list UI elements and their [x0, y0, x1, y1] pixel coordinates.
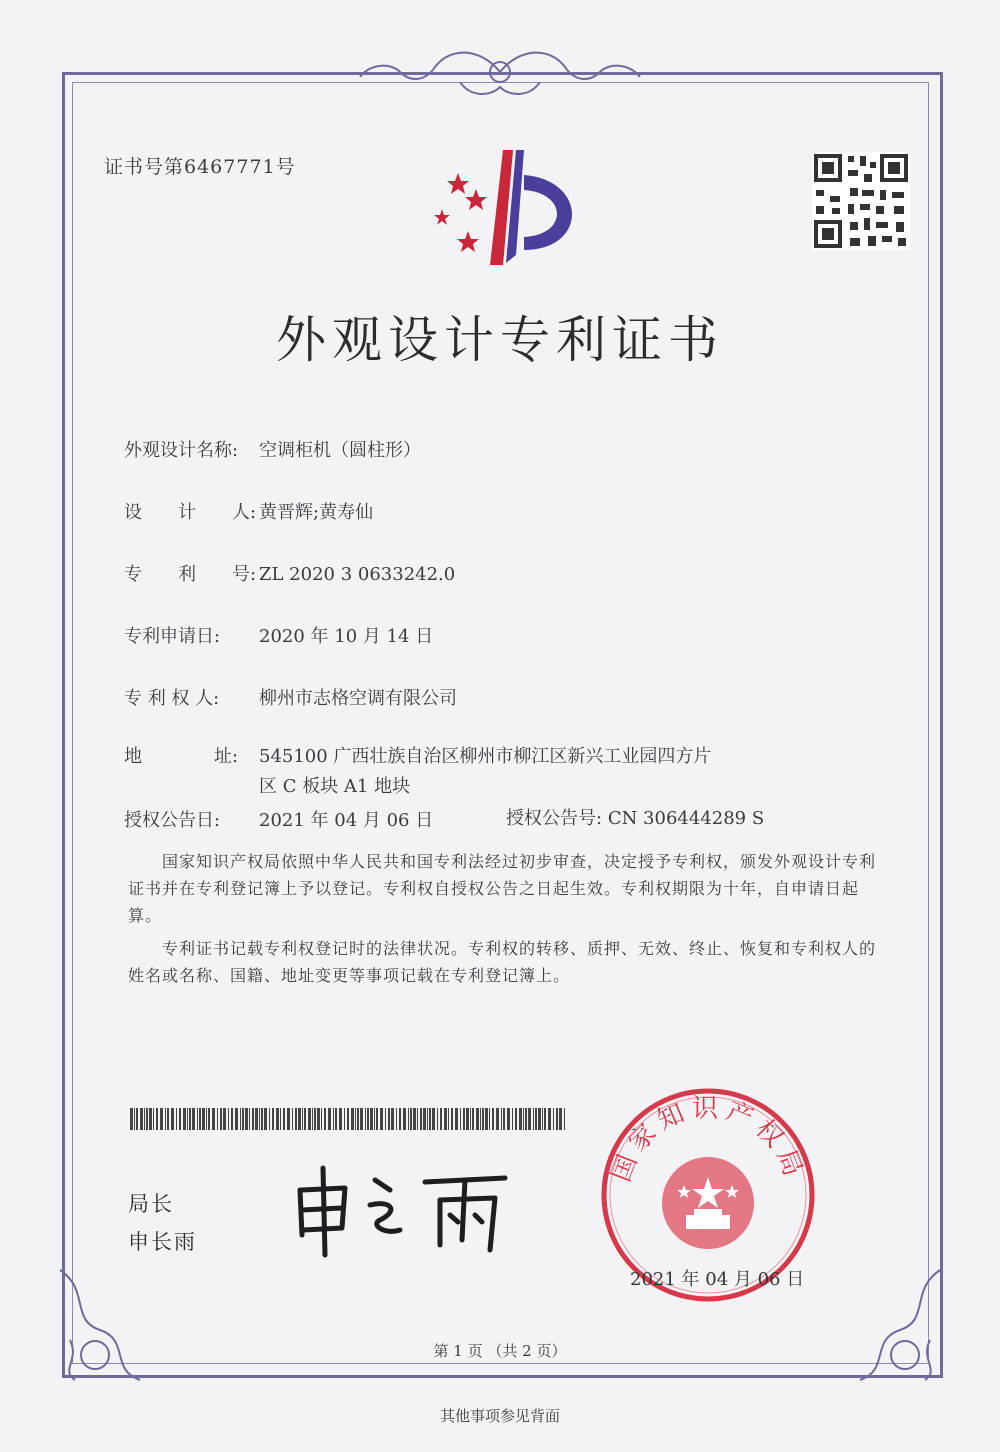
barcode-bar: [206, 1108, 207, 1130]
barcode-bar: [365, 1108, 366, 1130]
grant-date-row: [124, 806, 433, 832]
qr-code: [812, 152, 910, 250]
barcode-bar: [512, 1108, 513, 1130]
barcode-bar: [130, 1108, 133, 1130]
corner-ornament-right: [850, 1260, 960, 1390]
barcode-bar: [417, 1108, 418, 1130]
barcode-bar: [388, 1108, 390, 1130]
barcode-bar: [440, 1108, 442, 1130]
barcode-bar: [503, 1108, 505, 1130]
barcode-bar: [485, 1108, 488, 1130]
grant-date-value: 2021 年 04 月 06 日: [259, 810, 434, 831]
barcode-bar: [519, 1108, 522, 1130]
barcode-bar: [448, 1108, 449, 1130]
barcode-bar: [208, 1108, 210, 1130]
statement-paragraph-2: 专利证书记载专利权登记时的法律状况。专利权的转移、质押、无效、终止、恢复和专利权人的姓名或名称、国籍、地址变更等事项记载在专利登记簿上。: [128, 939, 877, 985]
barcode-bar: [507, 1108, 510, 1130]
director-title: 局长: [128, 1192, 174, 1216]
barcode-bar: [374, 1108, 375, 1130]
barcode-bar: [501, 1108, 502, 1130]
barcode-bar: [240, 1108, 241, 1130]
handwritten-signature: [290, 1160, 520, 1260]
barcode-bar: [437, 1108, 438, 1130]
barcode-bar: [489, 1108, 490, 1130]
patentee-value: 柳州市志格空调有限公司: [259, 688, 457, 709]
barcode-bar: [538, 1108, 541, 1130]
barcode-bar: [525, 1108, 527, 1130]
barcode: [130, 1108, 570, 1130]
barcode-bar: [333, 1108, 334, 1130]
barcode-bar: [261, 1108, 263, 1130]
barcode-bar: [420, 1108, 422, 1130]
barcode-bar: [212, 1108, 215, 1130]
barcode-bar: [429, 1108, 431, 1130]
barcode-bar: [252, 1108, 254, 1130]
address-line-2: 区 C 板块 A1 地块: [259, 776, 411, 797]
barcode-bar: [312, 1108, 313, 1130]
barcode-bar: [292, 1108, 293, 1130]
filing-date-row: [124, 622, 433, 648]
filing-date-label: 专利申请日:: [124, 626, 221, 647]
barcode-bar: [187, 1108, 188, 1130]
barcode-bar: [367, 1108, 369, 1130]
barcode-bar: [344, 1108, 345, 1130]
patent-number-label: 专 利 号:: [124, 564, 257, 585]
grant-number-row: [506, 804, 764, 830]
barcode-bar: [156, 1108, 158, 1130]
barcode-bar: [542, 1108, 543, 1130]
barcode-bar: [553, 1108, 554, 1130]
design-name-value: 空调柜机（圆柱形）: [259, 440, 421, 461]
barcode-bar: [192, 1108, 195, 1130]
barcode-bar: [276, 1108, 279, 1130]
barcode-bar: [380, 1108, 383, 1130]
statement-paragraph-1: 国家知识产权局依照中华人民共和国专利法经过初步审查，决定授予专利权，颁发外观设计专利证书并在专利登记簿上予以登记。专利权自授权公告之日起生效。专利权期限为十年，自申请日起算。: [128, 852, 877, 925]
barcode-bar: [269, 1108, 270, 1130]
director-name: 申长雨: [128, 1230, 197, 1254]
barcode-bar: [444, 1108, 447, 1130]
barcode-bar: [149, 1108, 152, 1130]
barcode-bar: [197, 1108, 198, 1130]
design-name-label: 外观设计名称:: [124, 440, 239, 461]
barcode-bar: [249, 1108, 250, 1130]
barcode-bar: [183, 1108, 186, 1130]
barcode-bar: [376, 1108, 378, 1130]
barcode-bar: [496, 1108, 499, 1130]
barcode-bar: [403, 1108, 406, 1130]
barcode-bar: [480, 1108, 481, 1130]
barcode-bar: [463, 1108, 465, 1130]
designer-row: [124, 498, 373, 524]
barcode-bar: [287, 1108, 290, 1130]
barcode-bar: [466, 1108, 469, 1130]
barcode-bar: [355, 1108, 356, 1130]
grant-date-label: 授权公告日:: [124, 810, 221, 831]
barcode-bar: [347, 1108, 349, 1130]
designer-label: 设 计 人:: [124, 502, 257, 523]
barcode-bar: [455, 1108, 458, 1130]
barcode-bar: [559, 1108, 562, 1130]
barcode-bar: [235, 1108, 238, 1130]
barcode-bar: [528, 1108, 531, 1130]
barcode-bar: [360, 1108, 363, 1130]
barcode-bar: [264, 1108, 267, 1130]
barcode-bar: [476, 1108, 479, 1130]
barcode-bar: [515, 1108, 517, 1130]
barcode-bar: [423, 1108, 426, 1130]
grant-number-value: CN 306444289 S: [607, 808, 765, 829]
barcode-bar: [391, 1108, 394, 1130]
seal-text: 国家知识产权局: [606, 1094, 810, 1186]
patentee-label: 专 利 权 人:: [124, 688, 220, 709]
barcode-bar: [548, 1108, 551, 1130]
barcode-bar: [324, 1108, 326, 1130]
barcode-bar: [140, 1108, 143, 1130]
barcode-bar: [413, 1108, 416, 1130]
page-number: 第 1 页 （共 2 页）: [433, 1342, 567, 1360]
barcode-bar: [220, 1108, 222, 1130]
barcode-bar: [544, 1108, 546, 1130]
barcode-bar: [339, 1108, 342, 1130]
barcode-bar: [223, 1108, 226, 1130]
barcode-bar: [167, 1108, 169, 1130]
barcode-bar: [153, 1108, 154, 1130]
barcode-bar: [370, 1108, 373, 1130]
barcode-bar: [523, 1108, 524, 1130]
barcode-bar: [144, 1108, 145, 1130]
patent-number-row: [124, 560, 455, 586]
barcode-bar: [202, 1108, 205, 1130]
barcode-bar: [165, 1108, 166, 1130]
barcode-bar: [408, 1108, 409, 1130]
barcode-bar: [242, 1108, 244, 1130]
barcode-bar: [482, 1108, 484, 1130]
barcode-bar: [228, 1108, 229, 1130]
seal-date: 2021 年 04 月 06 日: [630, 1269, 805, 1290]
barcode-bar: [432, 1108, 435, 1130]
barcode-bar: [146, 1108, 148, 1130]
patent-number-value: ZL 2020 3 0633242.0: [259, 564, 456, 585]
certificate-number: 证书号第6467771号: [104, 156, 296, 178]
barcode-bar: [535, 1108, 537, 1130]
barcode-bar: [492, 1108, 494, 1130]
barcode-bar: [351, 1108, 354, 1130]
barcode-bar: [199, 1108, 201, 1130]
barcode-bar: [451, 1108, 453, 1130]
barcode-bar: [308, 1108, 311, 1130]
barcode-bar: [470, 1108, 471, 1130]
cnipa-logo: [428, 145, 588, 270]
back-note: 其他事项参见背面: [439, 1407, 560, 1425]
barcode-bar: [472, 1108, 474, 1130]
barcode-bar: [136, 1108, 138, 1130]
barcode-bar: [231, 1108, 233, 1130]
barcode-bar: [556, 1108, 558, 1130]
barcode-bar: [396, 1108, 397, 1130]
certificate-title: 外观设计专利证书: [276, 311, 724, 369]
corner-ornament-left: [40, 1260, 150, 1390]
barcode-bar: [217, 1108, 218, 1130]
designer-value: 黄晋辉;黄寿仙: [259, 502, 374, 523]
address-line-1: 545100 广西壮族自治区柳州市柳江区新兴工业园四方片: [259, 746, 712, 767]
barcode-bar: [189, 1108, 191, 1130]
barcode-bar: [564, 1108, 565, 1130]
barcode-bar: [272, 1108, 274, 1130]
barcode-bar: [245, 1108, 248, 1130]
barcode-bar: [171, 1108, 174, 1130]
barcode-bar: [328, 1108, 331, 1130]
barcode-bar: [427, 1108, 428, 1130]
barcode-bar: [314, 1108, 316, 1130]
filing-date-value: 2020 年 10 月 14 日: [259, 626, 434, 647]
top-ornament: [340, 42, 660, 102]
design-name-row: [124, 436, 421, 462]
address-label: 地 址:: [124, 746, 239, 767]
barcode-bar: [179, 1108, 181, 1130]
barcode-bar: [134, 1108, 135, 1130]
address-row: [124, 742, 711, 768]
barcode-bar: [302, 1108, 303, 1130]
barcode-bar: [259, 1108, 260, 1130]
barcode-bar: [304, 1108, 306, 1130]
barcode-bar: [283, 1108, 285, 1130]
barcode-bar: [385, 1108, 386, 1130]
barcode-bar: [460, 1108, 461, 1130]
grant-number-label: 授权公告号:: [506, 808, 603, 829]
patentee-row: [124, 684, 457, 710]
barcode-bar: [317, 1108, 320, 1130]
barcode-bar: [280, 1108, 281, 1130]
barcode-bar: [295, 1108, 297, 1130]
barcode-bar: [357, 1108, 359, 1130]
barcode-bar: [399, 1108, 401, 1130]
barcode-bar: [255, 1108, 258, 1130]
barcode-bar: [298, 1108, 301, 1130]
barcode-bar: [533, 1108, 534, 1130]
barcode-bar: [176, 1108, 177, 1130]
barcode-bar: [335, 1108, 337, 1130]
barcode-bar: [410, 1108, 412, 1130]
barcode-bar: [160, 1108, 163, 1130]
barcode-bar: [321, 1108, 322, 1130]
